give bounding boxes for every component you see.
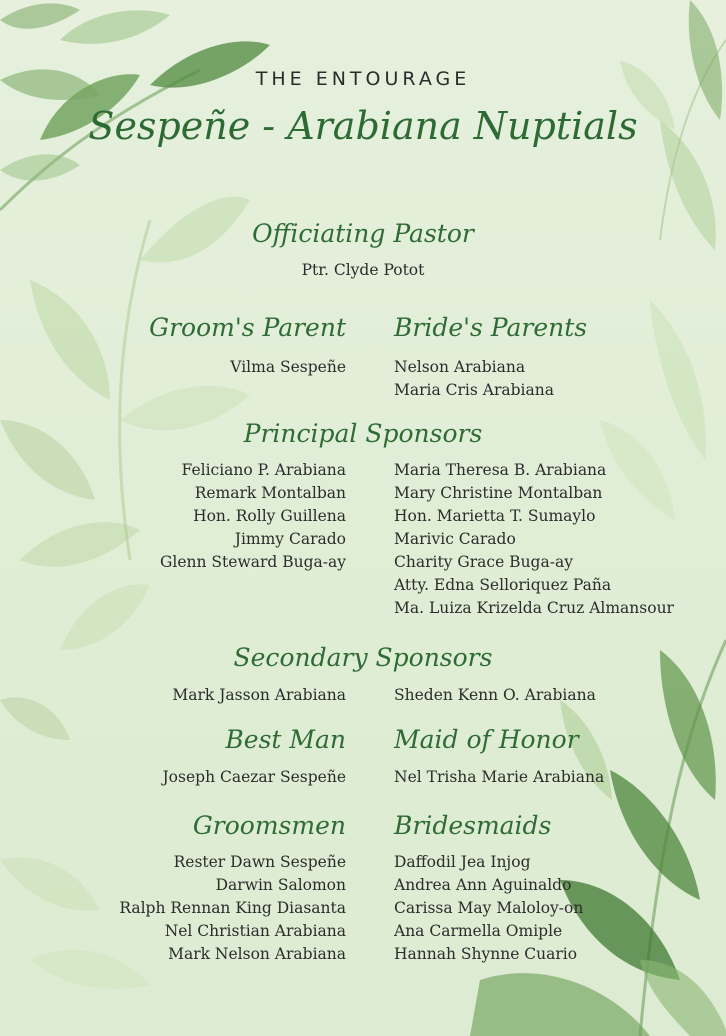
- name-line: Sheden Kenn O. Arabiana: [394, 686, 596, 704]
- name-line: Mark Nelson Arabiana: [168, 945, 346, 963]
- header-kicker: THE ENTOURAGE: [255, 68, 471, 90]
- best-man-heading: Best Man: [225, 725, 346, 754]
- secondary-sponsors-left: [172, 684, 346, 707]
- name-line: Jimmy Carado: [234, 530, 346, 548]
- name-line: Ptr. Clyde Potot: [301, 261, 425, 279]
- name-line: Mark Jasson Arabiana: [172, 686, 346, 704]
- brides-parents-names: [394, 356, 554, 402]
- name-line: Hon. Marietta T. Sumaylo: [394, 507, 596, 525]
- name-line: Feliciano P. Arabiana: [181, 461, 346, 479]
- name-line: Remark Montalban: [194, 484, 346, 502]
- name-line: Nelson Arabiana: [394, 358, 526, 376]
- name-line: Rester Dawn Sespeñe: [173, 853, 346, 871]
- name-line: Nel Christian Arabiana: [164, 922, 346, 940]
- officiating-pastor-names: [0, 259, 726, 282]
- principal-sponsors-right: [394, 459, 674, 620]
- bridesmaids-names: [394, 851, 583, 966]
- secondary-sponsors-heading: Secondary Sponsors: [233, 643, 493, 672]
- groomsmen-heading: Groomsmen: [192, 811, 346, 840]
- brides-parents-heading: Bride's Parents: [394, 313, 588, 342]
- name-line: Mary Christine Montalban: [394, 484, 603, 502]
- name-line: Marivic Carado: [394, 530, 516, 548]
- name-line: Darwin Salomon: [215, 876, 346, 894]
- officiating-pastor-heading: Officiating Pastor: [252, 219, 474, 248]
- grooms-parent-heading: Groom's Parent: [149, 313, 346, 342]
- name-line: Charity Grace Buga-ay: [394, 553, 573, 571]
- best-man-names: [162, 766, 346, 789]
- groomsmen-names: [119, 851, 346, 966]
- name-line: Hannah Shynne Cuario: [394, 945, 578, 963]
- name-line: Ralph Rennan King Diasanta: [119, 899, 346, 917]
- name-line: Andrea Ann Aguinaldo: [394, 876, 572, 894]
- maid-of-honor-heading: Maid of Honor: [394, 725, 579, 754]
- name-line: Glenn Steward Buga-ay: [160, 553, 346, 571]
- grooms-parent-names: [230, 356, 346, 379]
- name-line: Vilma Sespeñe: [230, 358, 346, 376]
- name-line: Hon. Rolly Guillena: [193, 507, 346, 525]
- name-line: Carissa May Maloloy-on: [394, 899, 584, 917]
- name-line: Ma. Luiza Krizelda Cruz Almansour: [394, 599, 674, 617]
- principal-sponsors-left: [160, 459, 346, 574]
- maid-of-honor-names: [394, 766, 604, 789]
- name-line: Nel Trisha Marie Arabiana: [394, 768, 605, 786]
- secondary-sponsors-right: [394, 684, 596, 707]
- name-line: Ana Carmella Omiple: [394, 922, 563, 940]
- bridesmaids-heading: Bridesmaids: [394, 811, 552, 840]
- principal-sponsors-heading: Principal Sponsors: [243, 419, 483, 448]
- name-line: Maria Cris Arabiana: [394, 381, 554, 399]
- name-line: Daffodil Jea Injog: [394, 853, 531, 871]
- name-line: Atty. Edna Selloriquez Paña: [394, 576, 612, 594]
- name-line: Maria Theresa B. Arabiana: [394, 461, 607, 479]
- page-title: Sespeñe - Arabiana Nuptials: [88, 104, 638, 148]
- name-line: Joseph Caezar Sespeñe: [162, 768, 346, 786]
